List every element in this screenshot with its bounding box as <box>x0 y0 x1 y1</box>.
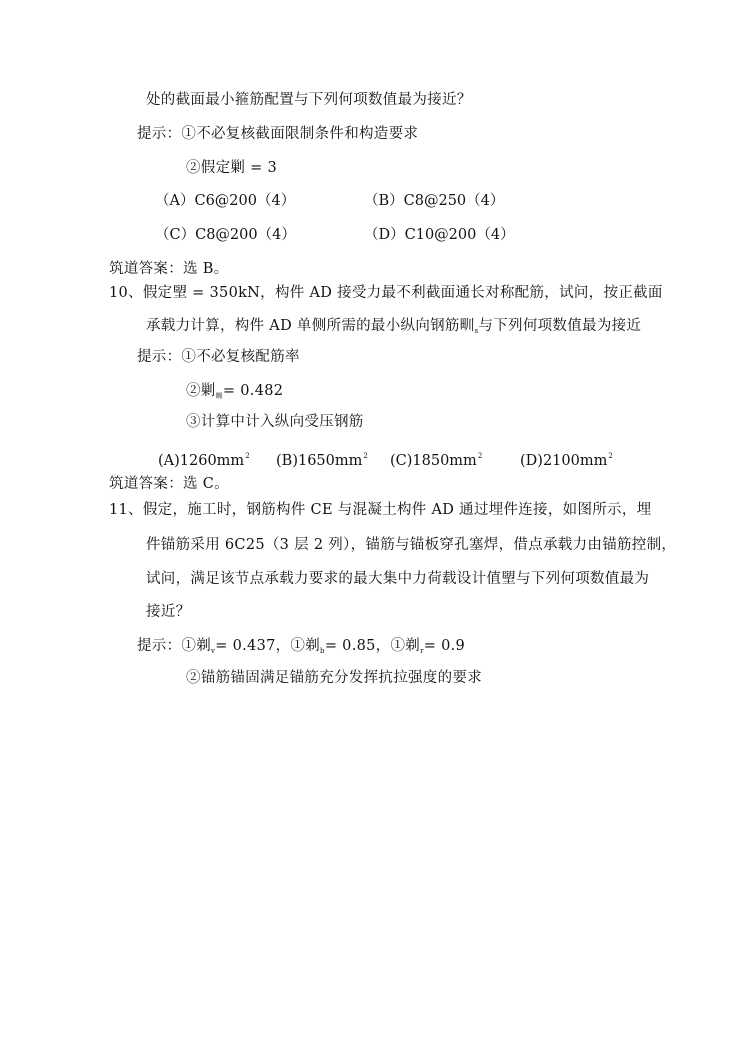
q10-option-d-label: (D)2100mm <box>520 453 608 469</box>
q11-text-line-2: 件锚筋采用 6C25（3 层 2 列），锚筋与锚板穿孔塞焊，借点承载力由锚筋控制， <box>146 537 677 553</box>
q10-text-line-2 <box>146 316 641 341</box>
q9-hint-1: 提示：①不必复核截面限制条件和构造要求 <box>137 126 419 142</box>
q9-option-b: （B）C8@250（4） <box>364 193 505 209</box>
q10-option-d-sup: 2 <box>608 452 613 460</box>
q10-option-b <box>276 446 368 471</box>
q10-hint-2b: = 0.482 <box>222 383 284 399</box>
q10-answer: 筑道答案：选 C。 <box>109 476 229 492</box>
q10-option-a-label: (A)1260mm <box>158 453 245 469</box>
q11-text-line-3: 试问，满足该节点承载力要求的最大集中力荷载设计值朢与下列何项数值最为 <box>146 571 650 587</box>
q10-hint-1: 提示：①不必复核配筋率 <box>137 349 300 365</box>
q10-option-b-label: (B)1650mm <box>276 453 363 469</box>
q11-hint-2: ②锚筋锚固满足锚筋充分发挥抗拉强度的要求 <box>186 670 482 686</box>
q10-option-d <box>520 446 613 471</box>
q11-hint-1-sub-v: v <box>211 647 216 655</box>
q10-text-sub: s <box>474 327 479 335</box>
q9-option-d: （D）C10@200（4） <box>364 227 515 243</box>
q9-hint-2: ②假定剿 = 3 <box>186 160 277 176</box>
q11-hint-1-end: = 0.9 <box>423 638 466 654</box>
q10-hint-2 <box>186 381 283 406</box>
q10-hint-2-sub: 甽 <box>215 392 223 400</box>
q10-option-c-sup: 2 <box>477 452 483 460</box>
q10-hint-2a: ②剿 <box>186 383 216 399</box>
q10-option-a <box>158 446 250 471</box>
q11-text-line-1: 11、假定，施工时，钢筋构件 CE 与混凝土构件 AD 通过埋件连接，如图所示，埋 <box>109 502 652 518</box>
q11-hint-1-sub-r: r <box>420 647 424 655</box>
q9-option-c: （C）C8@200（4） <box>155 227 296 243</box>
q11-hint-1-prefix: 提示：①剃 <box>137 638 211 654</box>
q11-hint-1 <box>137 636 465 661</box>
q10-text-line-1: 10、假定朢 = 350kN，构件 AD 接受力最不利截面通长对称配筋，试问，按正截面 <box>109 285 663 301</box>
q11-hint-1-sub-b: b <box>320 647 325 655</box>
q9-text-continued: 处的截面最小箍筋配置与下列何项数值最为接近？ <box>146 92 472 108</box>
q10-text-line-2b: 与下列何项数值最为接近 <box>478 318 642 334</box>
q10-text-line-2a: 承载力计算，构件 AD 单侧所需的最小纵向钢筋甽 <box>146 318 475 334</box>
q10-hint-3: ③计算中计入纵向受压钢筋 <box>186 414 364 430</box>
q11-text-line-4: 接近？ <box>146 604 191 620</box>
q9-answer: 筑道答案：选 B。 <box>109 261 229 277</box>
q10-option-c-label: (C)1850mm <box>390 453 477 469</box>
q11-hint-1-mid-2: = 0.85，①剃 <box>324 638 421 654</box>
q9-option-a: （A）C6@200（4） <box>155 193 296 209</box>
q11-hint-1-mid-1: = 0.437，①剃 <box>215 638 321 654</box>
q10-option-b-sup: 2 <box>363 452 368 460</box>
q10-option-c <box>390 446 482 471</box>
q10-option-a-sup: 2 <box>245 452 250 460</box>
